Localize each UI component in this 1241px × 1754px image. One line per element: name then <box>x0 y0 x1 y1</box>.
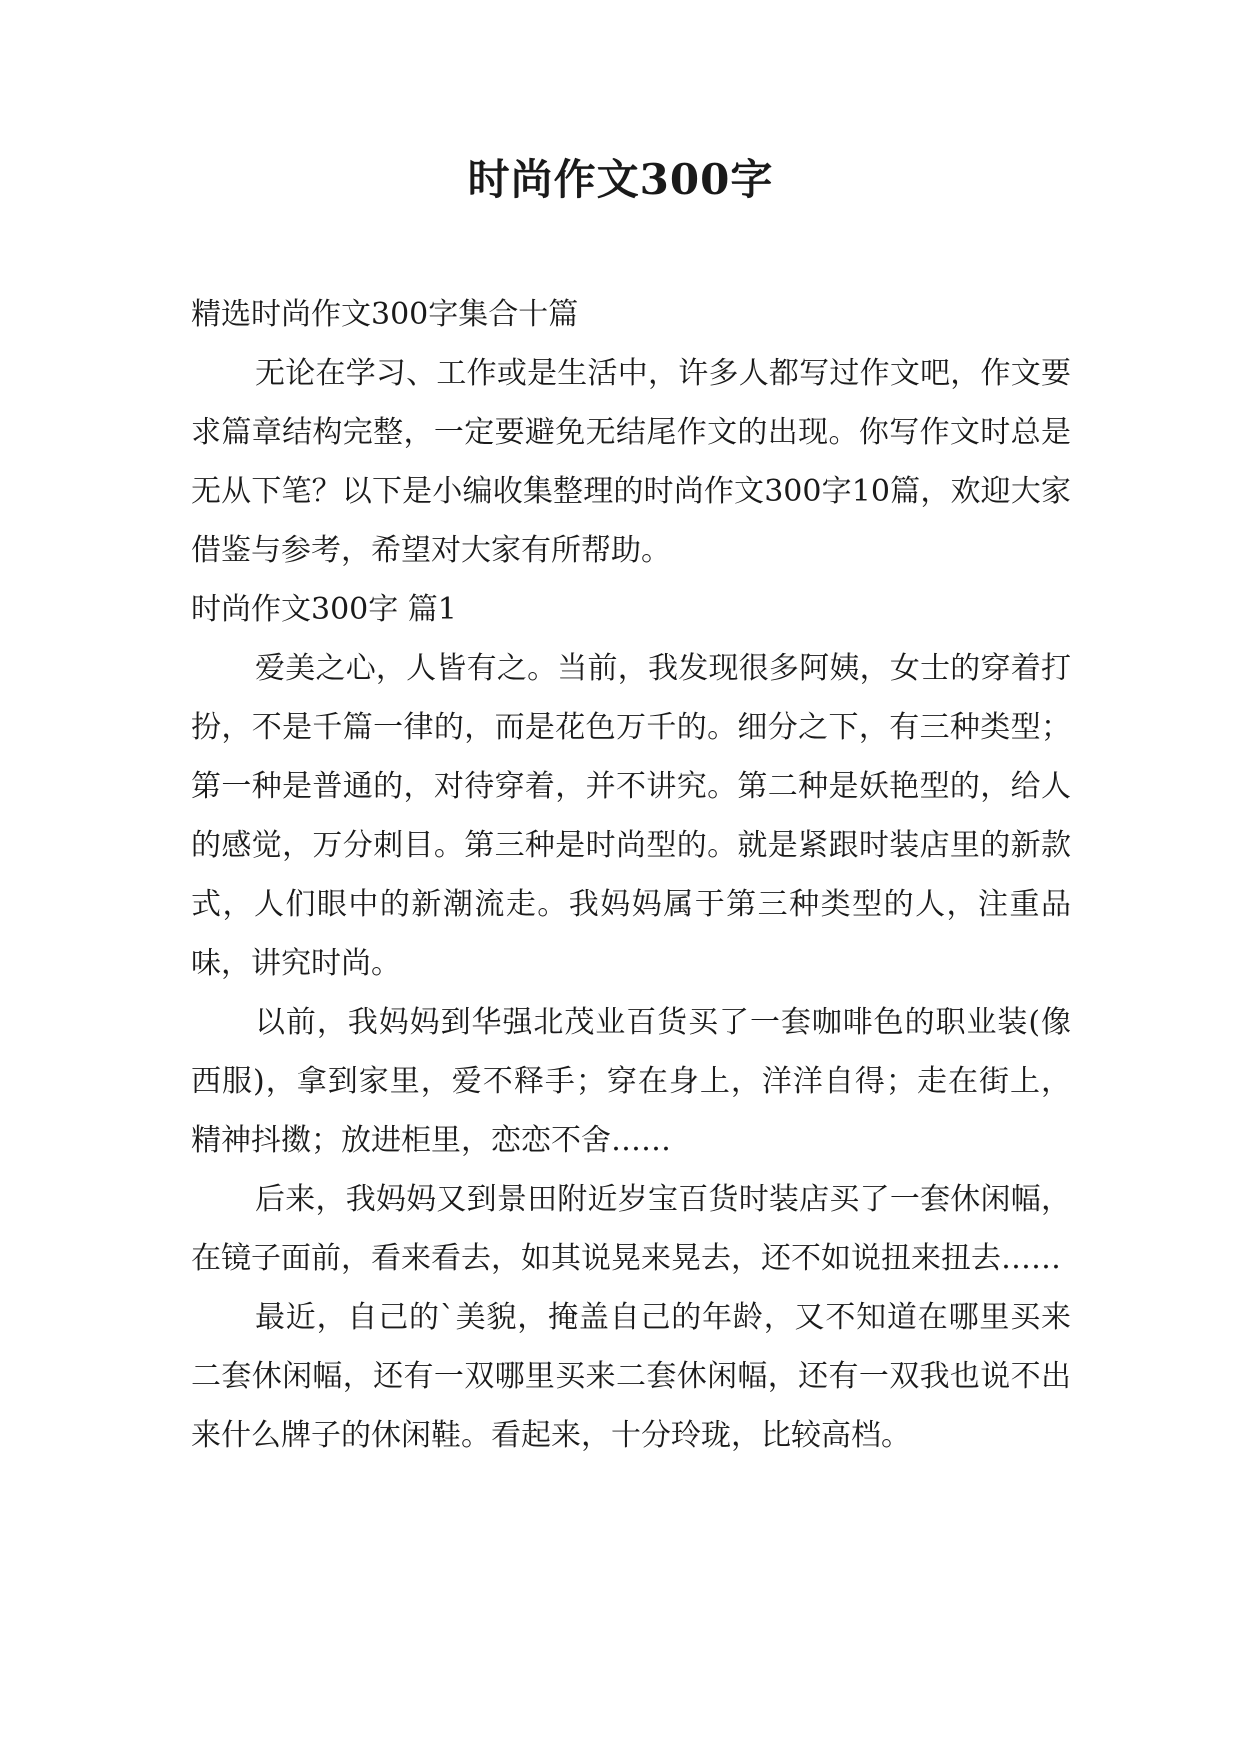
body-paragraph: 爱美之心，人皆有之。当前，我发现很多阿姨，女士的穿着打扮，不是千篇一律的，而是花色万千的。细分之下，有三种类型；第一种是普通的，对待穿着，并不讲究。第二种是妖艳型的，给人的感觉，万分刺目。第三种是时尚型的。就是紧跟时装店里的新款式，人们眼中的新潮流走。我妈妈属于第三种类型的人，注重品味，讲究时尚。 <box>191 651 1071 981</box>
body-paragraph: 后来，我妈妈又到景田附近岁宝百货时装店买了一套休闲幅，在镜子面前，看来看去，如其说晃来晃去，还不如说扭来扭去…… <box>191 1182 1071 1276</box>
document-title: 时尚作文300字 <box>467 155 774 204</box>
body-paragraph: 最近，自己的`美貌，掩盖自己的年龄，又不知道在哪里买来二套休闲幅，还有一双哪里买来二套休闲幅，还有一双我也说不出来什么牌子的休闲鞋。看起来，十分玲珑，比较高档。 <box>191 1300 1071 1453</box>
document-body <box>191 285 1071 1465</box>
intro-paragraph: 无论在学习、工作或是生活中，许多人都写过作文吧，作文要求篇章结构完整，一定要避免无结尾作文的出现。你写作文时总是无从下笔？以下是小编收集整理的时尚作文300字10篇，欢迎大家借鉴与参考，希望对大家有所帮助。 <box>191 356 1071 568</box>
document-subtitle: 精选时尚作文300字集合十篇 <box>191 297 579 332</box>
body-paragraph: 以前，我妈妈到华强北茂业百货买了一套咖啡色的职业装(像西服)，拿到家里，爱不释手；穿在身上，洋洋自得；走在街上，精神抖擞；放进柜里，恋恋不舍…… <box>191 1005 1071 1158</box>
section-heading: 时尚作文300字 篇1 <box>191 592 457 627</box>
